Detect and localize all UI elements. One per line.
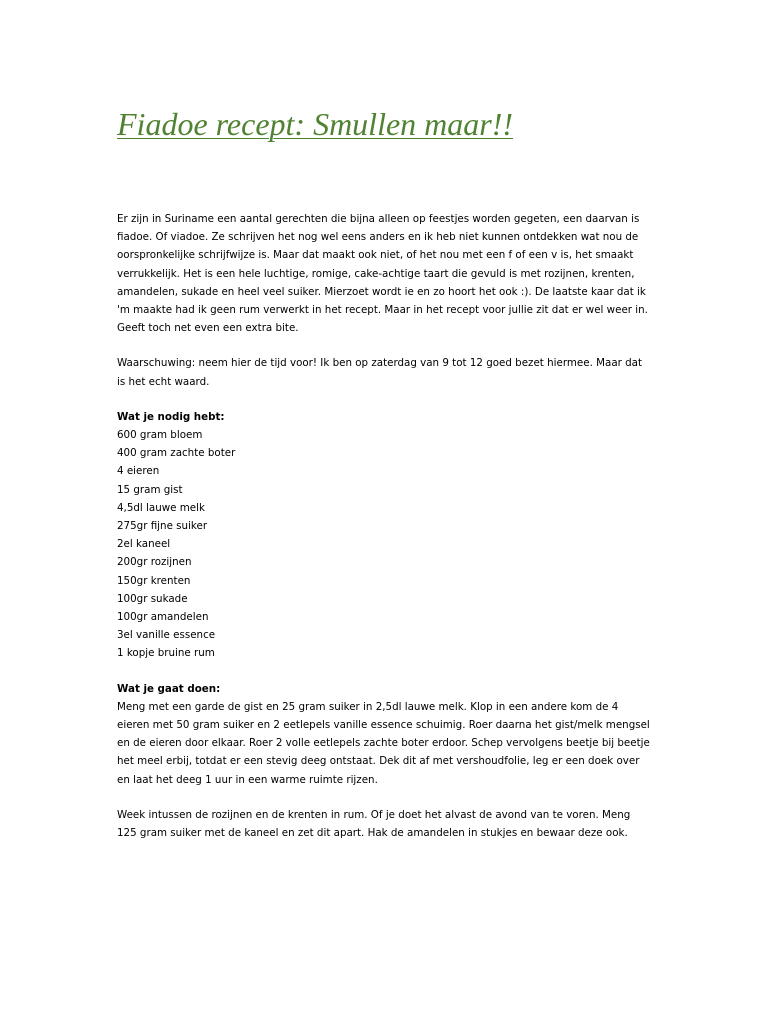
soak-paragraph xyxy=(117,806,657,842)
ingredients-heading: Wat je nodig hebt: xyxy=(117,410,225,423)
steps-line: en laat het deeg 1 uur in een warme ruimte rijzen. xyxy=(117,773,378,786)
intro-line: amandelen, sukade en heel veel suiker. Mierzoet wordt ie en zo hoort het ook :). De laatste kaar dat ik xyxy=(117,285,646,298)
document-body xyxy=(117,210,657,859)
intro-line: fiadoe. Of viadoe. Ze schrijven het nog wel eens anders en ik heb niet kunnen ontdekken wat nou de xyxy=(117,231,639,244)
ingredient-item: 275gr fijne suiker xyxy=(117,520,208,533)
steps-line: en de eieren door elkaar. Roer 2 volle eetlepels zachte boter erdoor. Schep vervolgens beetje bij beetje xyxy=(117,737,650,750)
ingredients-section xyxy=(117,408,657,663)
ingredient-item: 200gr rozijnen xyxy=(117,556,192,569)
soak-line: Week intussen de rozijnen en de krenten in rum. Of je doet het alvast de avond van te voren. Meng xyxy=(117,808,631,821)
steps-line: Meng met een garde de gist en 25 gram suiker in 2,5dl lauwe melk. Klop in een andere kom de 4 xyxy=(117,700,619,713)
warning-paragraph xyxy=(117,354,657,390)
soak-line: 125 gram suiker met de kaneel en zet dit apart. Hak de amandelen in stukjes en bewaar deze ook. xyxy=(117,827,628,840)
steps-line: het meel erbij, totdat er een stevig deeg ontstaat. Dek dit af met vershoudfolie, leg er een doek over xyxy=(117,755,640,768)
ingredient-item: 3el vanille essence xyxy=(117,629,216,642)
steps-line: eieren met 50 gram suiker en 2 eetlepels vanille essence schuimig. Roer daarna het gist/melk mengsel xyxy=(117,719,650,732)
steps-heading: Wat je gaat doen: xyxy=(117,682,221,695)
intro-paragraph xyxy=(117,210,657,337)
steps-section xyxy=(117,680,657,789)
ingredient-item: 600 gram bloem xyxy=(117,429,203,442)
ingredient-item: 4,5dl lauwe melk xyxy=(117,501,205,514)
ingredient-item: 150gr krenten xyxy=(117,574,191,587)
warning-line: Waarschuwing: neem hier de tijd voor! Ik ben op zaterdag van 9 tot 12 goed bezet hiermee. Maar dat xyxy=(117,357,643,370)
page-title: Fiadoe recept: Smullen maar!! xyxy=(117,106,514,142)
ingredient-item: 4 eieren xyxy=(117,465,160,478)
intro-line: Geeft toch net even een extra bite. xyxy=(117,322,299,335)
ingredient-item: 1 kopje bruine rum xyxy=(117,647,215,660)
ingredient-item: 100gr amandelen xyxy=(117,611,209,624)
ingredient-item: 15 gram gist xyxy=(117,483,183,496)
intro-line: Er zijn in Suriname een aantal gerechten die bijna alleen op feestjes worden gegeten, een daarvan is xyxy=(117,213,640,225)
ingredient-item: 2el kaneel xyxy=(117,538,171,551)
ingredient-item: 400 gram zachte boter xyxy=(117,447,236,460)
intro-line: verrukkelijk. Het is een hele luchtige, romige, cake-achtige taart die gevuld is met rozijnen, krenten, xyxy=(117,267,635,280)
intro-line: 'm maakte had ik geen rum verwerkt in het recept. Maar in het recept voor jullie zit dat er wel weer in. xyxy=(117,304,648,317)
intro-line: oorspronkelijke schrijfwijze is. Maar dat maakt ook niet, of het nou met een f of een v is, het smaakt xyxy=(117,249,634,262)
ingredient-item: 100gr sukade xyxy=(117,592,188,605)
warning-line: is het echt waard. xyxy=(117,375,210,388)
